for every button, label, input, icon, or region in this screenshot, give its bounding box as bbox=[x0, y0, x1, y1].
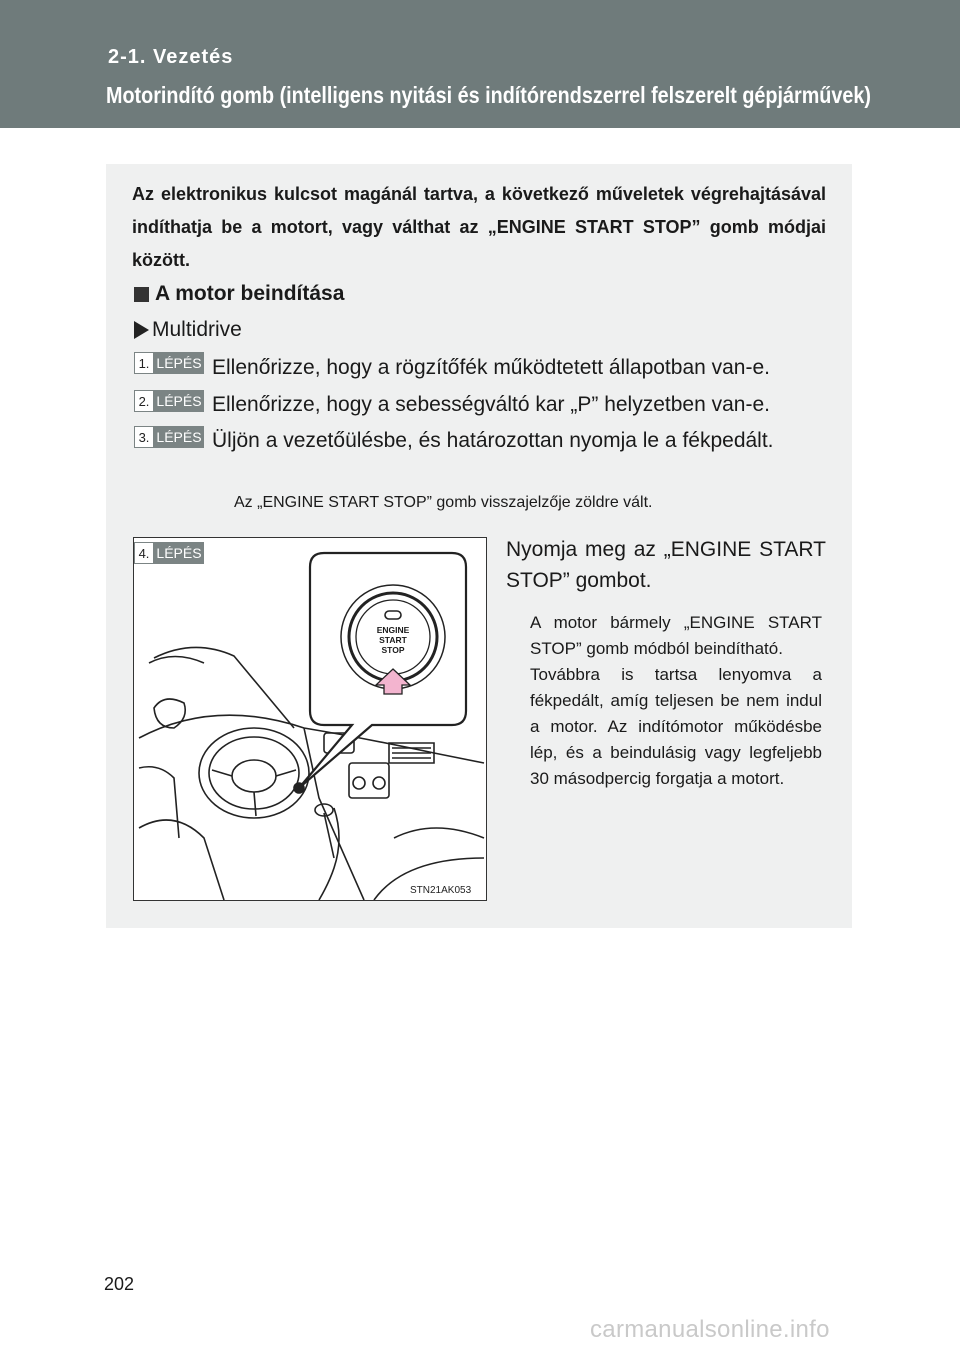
button-label-start: START bbox=[379, 635, 407, 645]
triangle-bullet-icon bbox=[134, 321, 149, 339]
intro-paragraph: Az elektronikus kulcsot magánál tartva, a következő műveletek végrehajtásával indíthatja be a motort, vagy válthat az „ENGINE START STOP” gomb módjai között. bbox=[132, 184, 826, 270]
variant-label bbox=[134, 318, 242, 342]
step-badge-4 bbox=[134, 542, 204, 564]
step-badge-2 bbox=[134, 390, 204, 412]
button-label-engine: ENGINE bbox=[376, 625, 410, 635]
step-3-text: Üljön a vezetőülésbe, és határozottan nyomja le a fékpedált. bbox=[212, 429, 774, 452]
step-4-detail-1: A motor bármely „ENGINE START STOP” gomb módból beindítható. bbox=[530, 613, 822, 658]
step-label: LÉPÉS bbox=[156, 545, 202, 561]
step-label: LÉPÉS bbox=[156, 355, 202, 371]
step-4-detail-2: Továbbra is tartsa lenyomva a fékpedált, amíg teljesen be nem indul a motor. Az indítómotor működésbe lép, és a beindulásig vagy legfeljebb 30 másodpercig forgatja a motort. bbox=[530, 665, 822, 788]
variant-text: Multidrive bbox=[152, 318, 242, 341]
dashboard-illustration bbox=[133, 537, 487, 901]
dashboard-drawing bbox=[134, 538, 486, 900]
section-label: 2-1. Vezetés bbox=[108, 46, 234, 68]
illustration-code: STN21AK053 bbox=[410, 885, 472, 896]
step-label: LÉPÉS bbox=[156, 393, 202, 409]
step-4-detail bbox=[530, 610, 822, 792]
step-2-text: Ellenőrizze, hogy a sebességváltó kar „P” helyzetben van-e. bbox=[212, 393, 770, 416]
heading-text: A motor beindítása bbox=[155, 282, 345, 305]
step-badge-3 bbox=[134, 426, 204, 448]
step-badge-1 bbox=[134, 352, 204, 374]
watermark: carmanualsonline.info bbox=[590, 1316, 830, 1343]
step-1-text: Ellenőrizze, hogy a rögzítőfék működtetett állapotban van-e. bbox=[212, 356, 770, 379]
page-header bbox=[0, 0, 960, 128]
page-number: 202 bbox=[104, 1274, 135, 1294]
step-label: LÉPÉS bbox=[156, 429, 202, 445]
step-number: 3. bbox=[134, 426, 154, 448]
step-3-note: Az „ENGINE START STOP” gomb visszajelzője zöldre vált. bbox=[234, 494, 653, 511]
section-heading bbox=[134, 282, 344, 306]
step-number: 1. bbox=[134, 352, 154, 374]
square-bullet-icon bbox=[134, 287, 149, 302]
button-label-stop: STOP bbox=[381, 645, 405, 655]
step-number: 2. bbox=[134, 390, 154, 412]
step-number: 4. bbox=[134, 542, 154, 564]
step-4-text: Nyomja meg az „ENGINE START STOP” gombot. bbox=[506, 538, 826, 592]
page-title: Motorindító gomb (intelligens nyitási és indítórendszerrel felszerelt gépjárművek) bbox=[106, 82, 871, 108]
